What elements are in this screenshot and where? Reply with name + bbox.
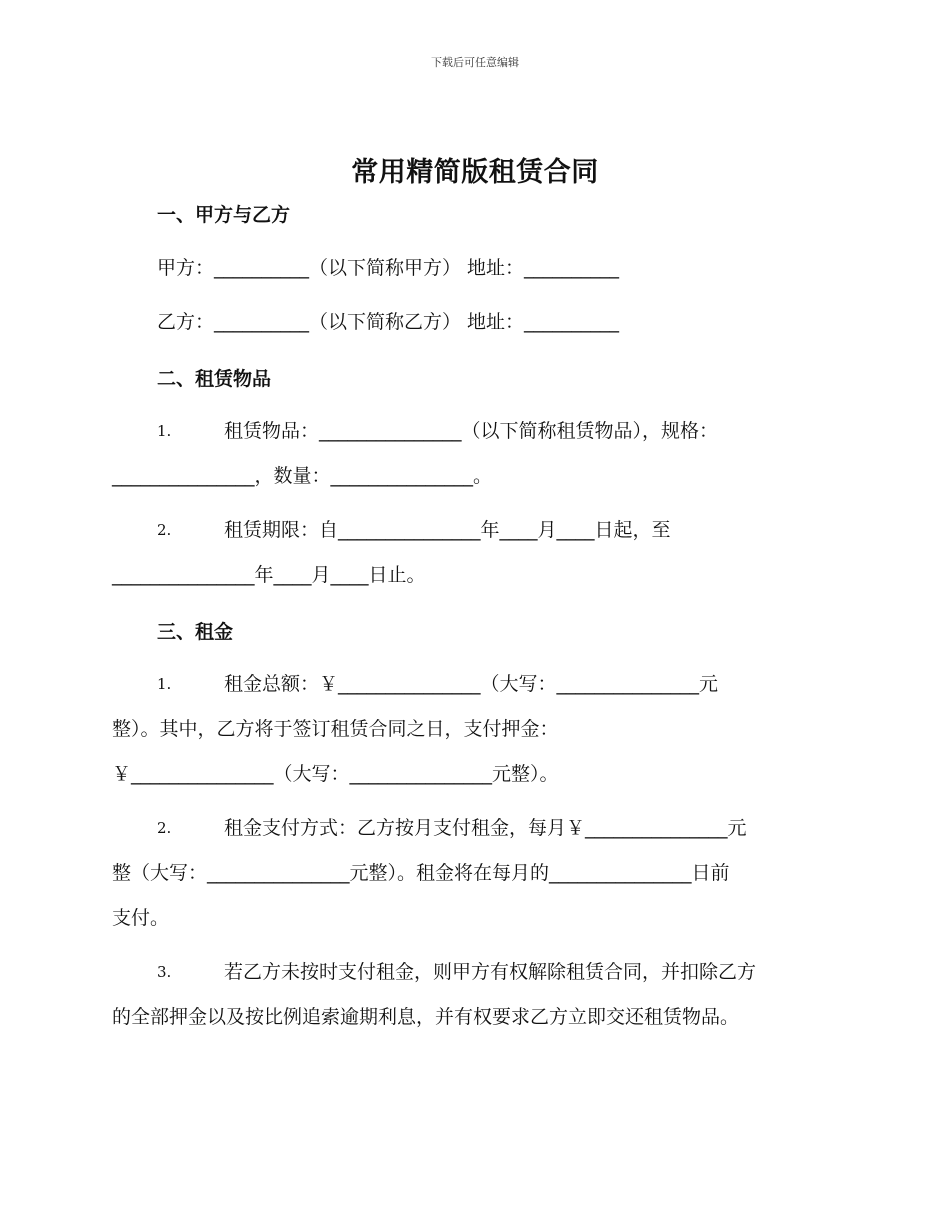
rental-item-line: 租赁物品：_______________（以下简称租赁物品），规格： xyxy=(224,420,719,442)
section-heading-parties: 一、甲方与乙方 xyxy=(157,204,291,226)
rental-period-line: 租赁期限：自_______________年____月____日起，至 xyxy=(224,519,671,541)
rent-payment-line: 租金支付方式：乙方按月支付租金，每月￥_______________元 xyxy=(224,817,747,839)
section-heading-rental-items: 二、租赁物品 xyxy=(157,368,272,390)
party-b-line: 乙方：__________（以下简称乙方） 地址：__________ xyxy=(157,311,620,333)
item-number: 2. xyxy=(157,819,172,837)
document-title: 常用精简版租赁合同 xyxy=(351,157,599,188)
rent-total-line: 整）。其中，乙方将于签订租赁合同之日，支付押金： xyxy=(112,718,559,740)
item-number: 2. xyxy=(157,521,172,539)
late-payment-line: 若乙方未按时支付租金，则甲方有权解除租赁合同，并扣除乙方 xyxy=(224,961,757,983)
party-a-line: 甲方：__________（以下简称甲方） 地址：__________ xyxy=(157,257,620,279)
late-payment-line: 的全部押金以及按比例追索逾期利息，并有权要求乙方立即交还租赁物品。 xyxy=(112,1006,740,1028)
rent-total-line: ￥_______________（大写：_______________元整）。 xyxy=(112,763,559,785)
item-number: 1. xyxy=(157,422,172,440)
item-number: 1. xyxy=(157,675,172,693)
page-header: 下载后可任意编辑 xyxy=(431,56,519,69)
rent-total-line: 租金总额：￥_______________（大写：_______________元 xyxy=(224,673,719,695)
rental-period-line: _______________年____月____日止。 xyxy=(112,564,426,586)
rent-payment-line: 整（大写：_______________元整）。租金将在每月的_______________日前 xyxy=(112,862,730,884)
rental-item-line: _______________，数量：_______________。 xyxy=(112,465,493,487)
rent-payment-line: 支付。 xyxy=(112,907,170,929)
section-heading-rent: 三、租金 xyxy=(157,621,234,643)
item-number: 3. xyxy=(157,963,172,981)
